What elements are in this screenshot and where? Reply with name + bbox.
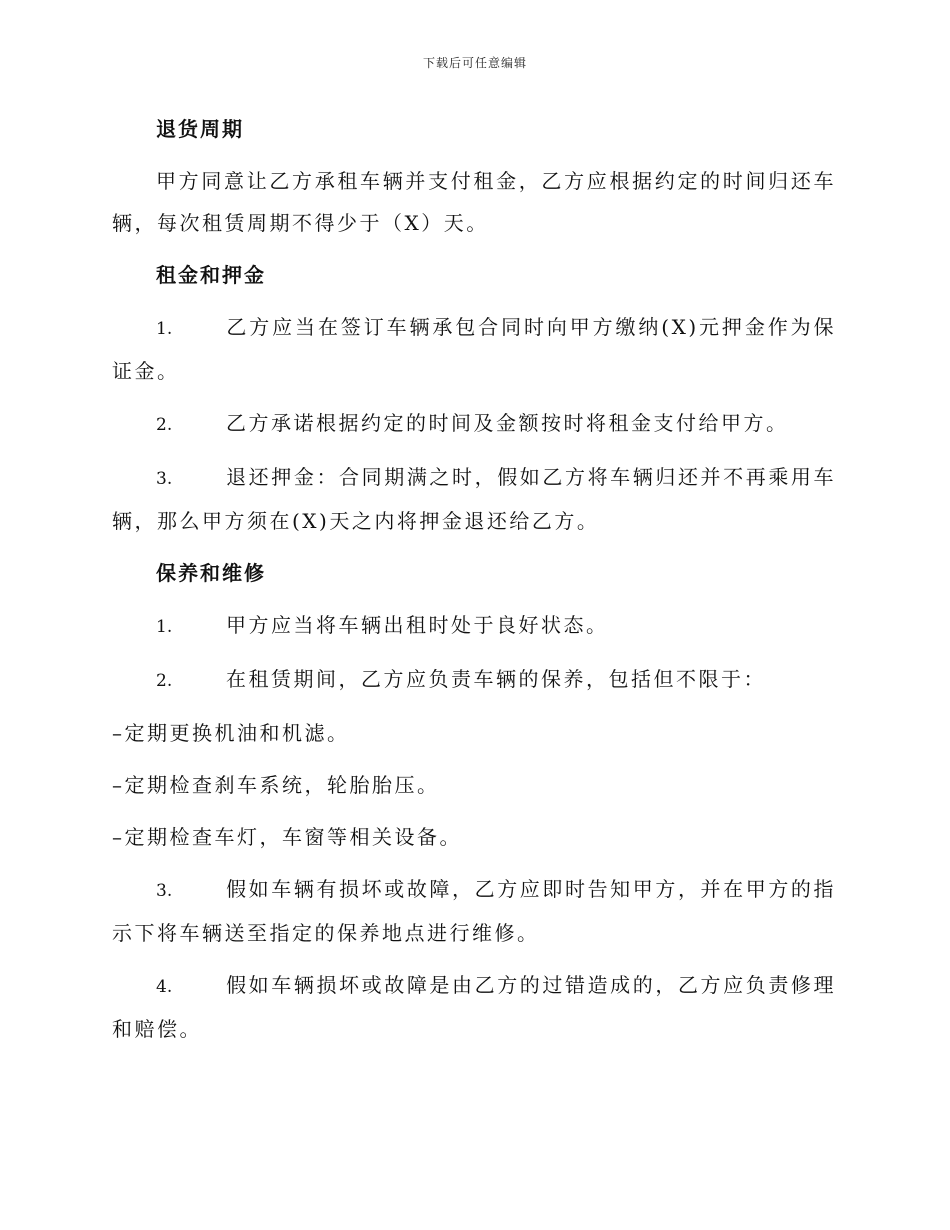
list-item (112, 456, 836, 542)
list-item (112, 306, 836, 392)
list-item-number: 2. (156, 415, 173, 435)
list-item-number: 1. (156, 319, 173, 339)
list-item (112, 402, 836, 446)
section-heading-rent-deposit: 租金和押金 (156, 263, 266, 287)
list-item-number: 2. (156, 671, 173, 691)
list-item-text: 乙方应当在签订车辆承包合同时向甲方缴纳(X)元押金作为保证金。 (112, 315, 836, 383)
list-item-number: 1. (156, 617, 173, 637)
list-item-text: 假如车辆损坏或故障是由乙方的过错造成的，乙方应负责修理和赔偿。 (112, 973, 836, 1041)
list-item-text: 退还押金：合同期满之时，假如乙方将车辆归还并不再乘用车辆，那么甲方须在(X)天之内将押金退还给乙方。 (112, 465, 836, 533)
document-body (112, 108, 836, 1060)
list-item (112, 604, 836, 648)
list-item-text: 在租赁期间，乙方应负责车辆的保养，包括但不限于： (226, 667, 766, 691)
dash-item: –定期更换机油和机滤。 (112, 721, 350, 745)
list-item-number: 4. (156, 977, 173, 997)
list-item (112, 964, 836, 1050)
dash-item: –定期检查车灯，车窗等相关设备。 (112, 825, 462, 849)
dash-item: –定期检查刹车系统，轮胎胎压。 (112, 773, 440, 797)
list-item-text: 甲方应当将车辆出租时处于良好状态。 (226, 613, 609, 637)
section-heading-maintenance: 保养和维修 (156, 561, 266, 585)
section-heading-return-period: 退货周期 (156, 117, 244, 141)
list-item-number: 3. (156, 881, 173, 901)
list-item-text: 假如车辆有损坏或故障，乙方应即时告知甲方，并在甲方的指示下将车辆送至指定的保养地点进行维修。 (112, 877, 836, 945)
list-item-text: 乙方承诺根据约定的时间及金额按时将租金支付给甲方。 (226, 411, 789, 435)
paragraph-return-period: 甲方同意让乙方承租车辆并支付租金，乙方应根据约定的时间归还车辆，每次租赁周期不得少于（X）天。 (112, 169, 836, 235)
list-item (112, 868, 836, 954)
list-item-number: 3. (156, 469, 173, 489)
page-header: 下载后可任意编辑 (422, 56, 527, 70)
list-item (112, 658, 836, 702)
